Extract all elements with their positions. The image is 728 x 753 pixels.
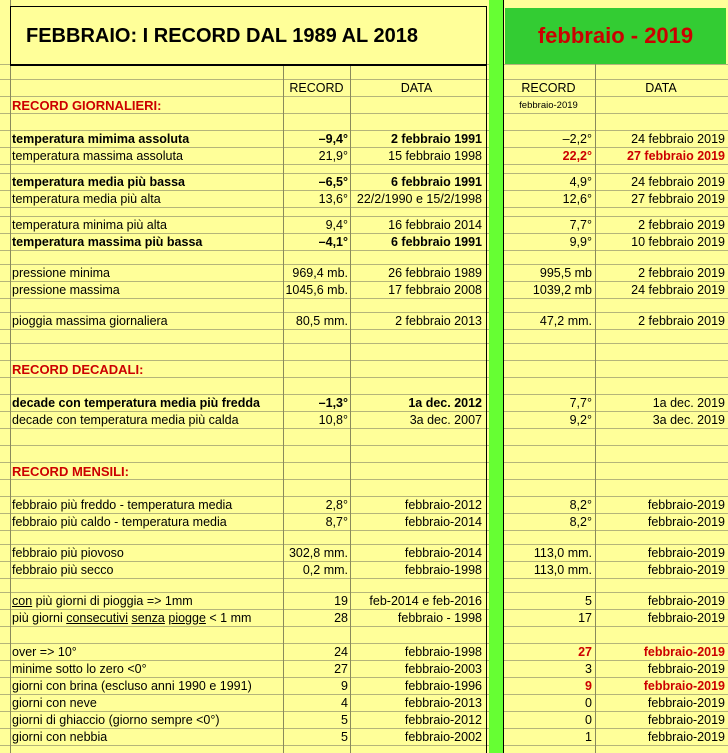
- row-label: febbraio più caldo - temperatura media: [12, 515, 227, 529]
- row-label: temperatura minima più alta: [12, 218, 167, 232]
- row-value-2019: 7,7°: [569, 218, 592, 232]
- row-date-2019: 27 febbraio 2019: [631, 192, 725, 206]
- row-date-2019: febbraio-2019: [647, 713, 725, 727]
- row-label: febbraio più piovoso: [12, 546, 124, 560]
- row-date: febbraio-2002: [404, 730, 482, 744]
- row-label: giorni con neve: [12, 696, 97, 710]
- row-value-2019: 9: [585, 679, 592, 693]
- row-date-2019: 24 febbraio 2019: [631, 132, 725, 146]
- row-date: 1a dec. 2012: [408, 396, 482, 410]
- row-date-2019: febbraio-2019: [647, 696, 725, 710]
- row-label: pressione massima: [12, 283, 120, 297]
- row-date: febbraio-1996: [404, 679, 482, 693]
- row-record: –9,4°: [318, 132, 348, 146]
- row-date-2019: febbraio-2019: [647, 498, 725, 512]
- row-date-2019: febbraio-2019: [647, 546, 725, 560]
- row-record: 2,8°: [325, 498, 348, 512]
- row-label: con più giorni di pioggia => 1mm: [12, 594, 193, 608]
- row-label: pioggia massima giornaliera: [12, 314, 168, 328]
- row-label: febbraio più secco: [12, 563, 114, 577]
- row-date: 3a dec. 2007: [409, 413, 482, 427]
- row-label: febbraio più freddo - temperatura media: [12, 498, 233, 512]
- section-mensili: RECORD MENSILI:: [12, 464, 129, 479]
- row-date: 17 febbraio 2008: [388, 283, 482, 297]
- row-date-2019: 24 febbraio 2019: [631, 175, 725, 189]
- header-data: DATA: [400, 81, 433, 95]
- row-value-2019: 9,2°: [569, 413, 592, 427]
- row-record: 10,8°: [318, 413, 348, 427]
- row-date: febbraio-1998: [404, 563, 482, 577]
- row-label: decade con temperatura media più fredda: [12, 396, 260, 410]
- row-value-2019: 0: [585, 713, 592, 727]
- row-value-2019: 8,2°: [569, 515, 592, 529]
- row-date-2019: 10 febbraio 2019: [631, 235, 725, 249]
- row-record: 21,9°: [318, 149, 348, 163]
- row-value-2019: 8,2°: [569, 498, 592, 512]
- header-sub-2019: febbraio-2019: [519, 100, 578, 111]
- row-date-2019: febbraio-2019: [647, 563, 725, 577]
- row-value-2019: 113,0 mm.: [533, 546, 592, 560]
- row-record: –4,1°: [318, 235, 348, 249]
- row-value-2019: –2,2°: [562, 132, 592, 146]
- row-record: 80,5 mm.: [295, 314, 348, 328]
- row-date-2019: febbraio-2019: [647, 611, 725, 625]
- row-date: febbraio-2014: [404, 546, 482, 560]
- row-value-2019: 3: [585, 662, 592, 676]
- header-record: RECORD: [289, 81, 344, 95]
- row-label: temperatura mimima assoluta: [12, 132, 190, 146]
- row-record: 5: [341, 713, 348, 727]
- row-label: temperatura massima più bassa: [12, 235, 203, 249]
- row-value-2019: 1039,2 mb: [532, 283, 592, 297]
- row-record: 24: [334, 645, 348, 659]
- row-record: 28: [334, 611, 348, 625]
- row-date-2019: 3a dec. 2019: [652, 413, 725, 427]
- row-date: 2 febbraio 2013: [395, 314, 482, 328]
- row-record: 5: [341, 730, 348, 744]
- row-record: –6,5°: [318, 175, 348, 189]
- row-label: decade con temperatura media più calda: [12, 413, 239, 427]
- row-value-2019: 0: [585, 696, 592, 710]
- row-label: temperatura massima assoluta: [12, 149, 183, 163]
- row-date: febbraio-2013: [404, 696, 482, 710]
- row-date-2019: febbraio-2019: [647, 515, 725, 529]
- row-record: 1045,6 mb.: [285, 283, 348, 297]
- row-record: 4: [341, 696, 348, 710]
- row-date: feb-2014 e feb-2016: [369, 594, 482, 608]
- row-date: febbraio-2003: [404, 662, 482, 676]
- row-date-2019: 2 febbraio 2019: [638, 218, 725, 232]
- row-date: febbraio-2012: [404, 713, 482, 727]
- page-title: FEBBRAIO: I RECORD DAL 1989 AL 2018: [26, 24, 418, 47]
- row-record: 9,4°: [325, 218, 348, 232]
- header-data-2019: DATA: [645, 81, 677, 95]
- row-date-2019: febbraio-2019: [643, 679, 725, 693]
- row-date: febbraio-2012: [404, 498, 482, 512]
- row-date: 2 febbraio 1991: [390, 132, 482, 146]
- row-label: giorni di ghiaccio (giorno sempre <0°): [12, 713, 220, 727]
- row-date-2019: febbraio-2019: [647, 662, 725, 676]
- row-record: 302,8 mm.: [288, 546, 348, 560]
- row-value-2019: 5: [585, 594, 592, 608]
- row-date-2019: febbraio-2019: [643, 645, 725, 659]
- row-record: 9: [341, 679, 348, 693]
- row-value-2019: 4,9°: [569, 175, 592, 189]
- row-date-2019: 1a dec. 2019: [652, 396, 725, 410]
- row-record: 0,2 mm.: [302, 563, 348, 577]
- row-value-2019: 27: [578, 645, 592, 659]
- row-date: febbraio-2014: [404, 515, 482, 529]
- row-record: 13,6°: [318, 192, 348, 206]
- row-label: giorni con brina (escluso anni 1990 e 1991): [12, 679, 252, 693]
- section-giornalieri: RECORD GIORNALIERI:: [12, 98, 162, 113]
- row-record: 8,7°: [325, 515, 348, 529]
- row-record: –1,3°: [318, 396, 348, 410]
- row-value-2019: 7,7°: [569, 396, 592, 410]
- row-date: 6 febbraio 1991: [390, 175, 482, 189]
- row-label: pressione minima: [12, 266, 110, 280]
- row-date-2019: 2 febbraio 2019: [638, 266, 725, 280]
- row-date-2019: febbraio-2019: [647, 730, 725, 744]
- row-date: 15 febbraio 1998: [388, 149, 482, 163]
- row-value-2019: 995,5 mb: [539, 266, 592, 280]
- row-record: 19: [334, 594, 348, 608]
- row-value-2019: 1: [585, 730, 592, 744]
- row-value-2019: 12,6°: [562, 192, 592, 206]
- row-date: 16 febbraio 2014: [388, 218, 482, 232]
- row-date-2019: 27 febbraio 2019: [627, 149, 725, 163]
- row-label: giorni con nebbia: [12, 730, 108, 744]
- row-label: temperatura media più bassa: [12, 175, 185, 189]
- row-date-2019: 2 febbraio 2019: [638, 314, 725, 328]
- section-decadali: RECORD DECADALI:: [12, 362, 144, 377]
- row-date: 22/2/1990 e 15/2/1998: [356, 192, 482, 206]
- row-date: 6 febbraio 1991: [390, 235, 482, 249]
- row-date-2019: febbraio-2019: [647, 594, 725, 608]
- row-date: 26 febbraio 1989: [388, 266, 482, 280]
- row-date-2019: 24 febbraio 2019: [631, 283, 725, 297]
- row-label: più giorni consecutivi senza piogge < 1 mm: [12, 611, 252, 625]
- row-value-2019: 113,0 mm.: [533, 563, 592, 577]
- row-label: minime sotto lo zero <0°: [12, 662, 147, 676]
- separator-column: [489, 0, 503, 753]
- month-title: febbraio - 2019: [505, 8, 726, 64]
- row-record: 27: [334, 662, 348, 676]
- row-value-2019: 47,2 mm.: [539, 314, 592, 328]
- row-value-2019: 22,2°: [562, 149, 592, 163]
- row-value-2019: 9,9°: [569, 235, 592, 249]
- row-label: over => 10°: [12, 645, 77, 659]
- row-date: febbraio-1998: [404, 645, 482, 659]
- row-label: temperatura media più alta: [12, 192, 161, 206]
- row-date: febbraio - 1998: [397, 611, 482, 625]
- row-record: 969,4 mb.: [292, 266, 348, 280]
- header-record-2019: RECORD: [521, 81, 576, 95]
- row-value-2019: 17: [578, 611, 592, 625]
